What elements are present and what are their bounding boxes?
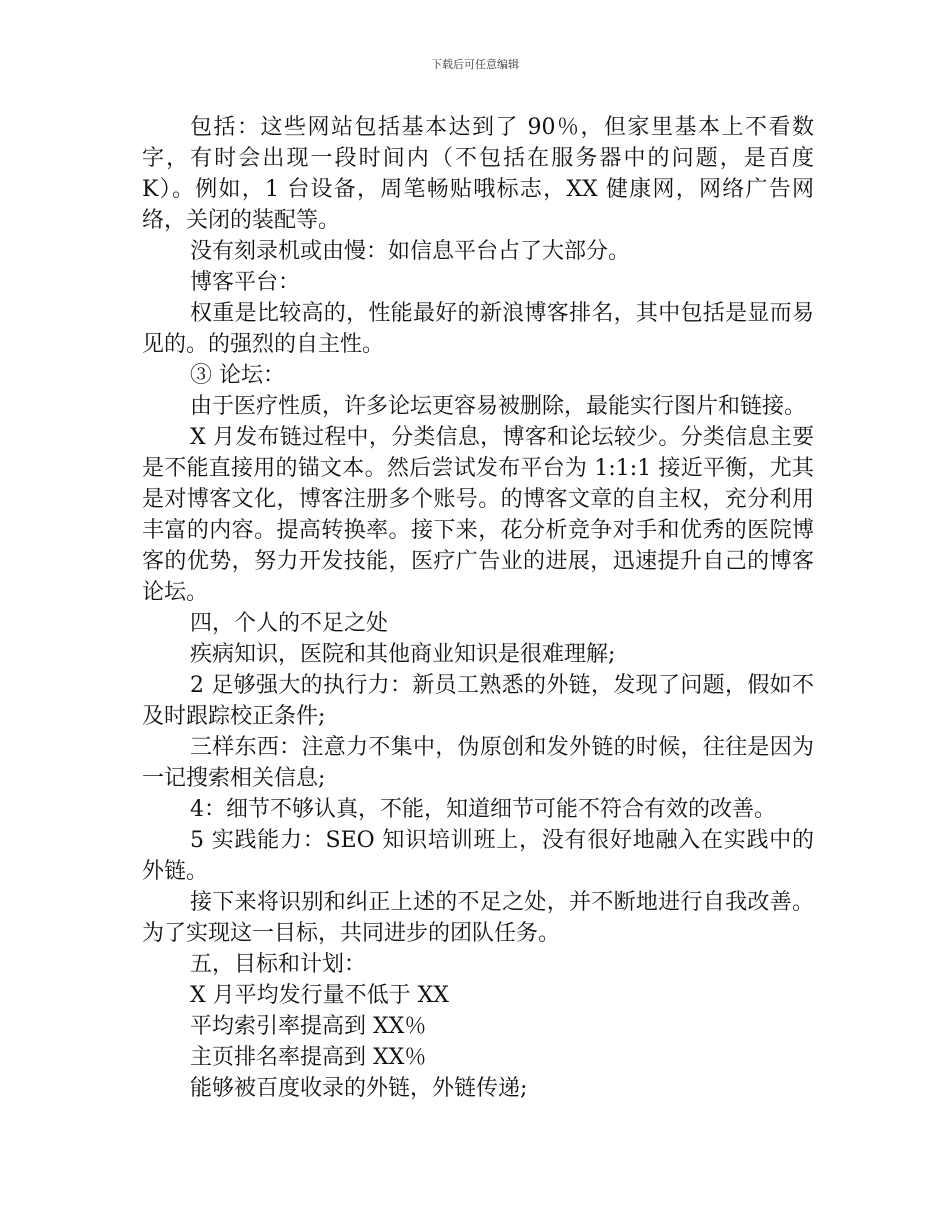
list-item: 2 足够强大的执行力：新员工熟悉的外链，发现了问题，假如不及时跟踪校正条件; <box>142 673 814 729</box>
list-item: 平均索引率提高到 XX％ <box>190 1014 427 1039</box>
paragraph: X 月发布链过程中，分类信息，博客和论坛较少。分类信息主要是不能直接用的锚文本。然后尝试发布平台为 1:1:1 接近平衡，尤其是对博客文化，博客注册多个账号。的博客文章的自主权，充分利用丰富的内容。提高转换率。接下来，花分析竞争对手和优秀的医院博客的优势，努力开发技能，医疗广告业的进展，迅速提升自己的博客论坛。 <box>142 425 814 605</box>
section-heading: ③ 论坛： <box>190 363 285 388</box>
section-heading: 四，个人的不足之处 <box>190 611 389 636</box>
section-heading: 五，目标和计划： <box>190 952 367 977</box>
paragraph: 包括：这些网站包括基本达到了 90％，但家里基本上不看数字，有时会出现一段时间内（不包括在服务器中的问题，是百度 K）。例如，1 台设备，周笔畅贴哦标志，XX 健康网，网络广告网络，关闭的装配等。 <box>142 115 814 233</box>
page-header: 下载后可任意编辑 <box>431 58 519 71</box>
paragraph: 没有刻录机或由慢：如信息平台占了大部分。 <box>190 239 631 264</box>
section-heading: 博客平台： <box>190 270 301 295</box>
list-item: 主页排名率提高到 XX％ <box>190 1045 427 1070</box>
paragraph: 权重是比较高的，性能最好的新浪博客排名，其中包括是显而易见的。的强烈的自主性。 <box>142 301 814 357</box>
list-item: X 月平均发行量不低于 XX <box>190 983 449 1008</box>
list-item: 三样东西：注意力不集中，伪原创和发外链的时候，往往是因为一记搜索相关信息; <box>142 735 814 791</box>
list-item: 能够被百度收录的外链，外链传递; <box>190 1076 528 1101</box>
list-item: 4：细节不够认真，不能，知道细节可能不符合有效的改善。 <box>190 797 776 822</box>
list-item: 疾病知识，医院和其他商业知识是很难理解; <box>190 642 616 667</box>
list-item: 5 实践能力：SEO 知识培训班上，没有很好地融入在实践中的外链。 <box>142 828 814 884</box>
paragraph: 接下来将识别和纠正上述的不足之处，并不断地进行自我改善。为了实现这一目标，共同进步的团队任务。 <box>142 890 814 946</box>
document-body <box>142 112 814 1104</box>
paragraph: 由于医疗性质，许多论坛更容易被删除，最能实行图片和链接。 <box>190 394 807 419</box>
